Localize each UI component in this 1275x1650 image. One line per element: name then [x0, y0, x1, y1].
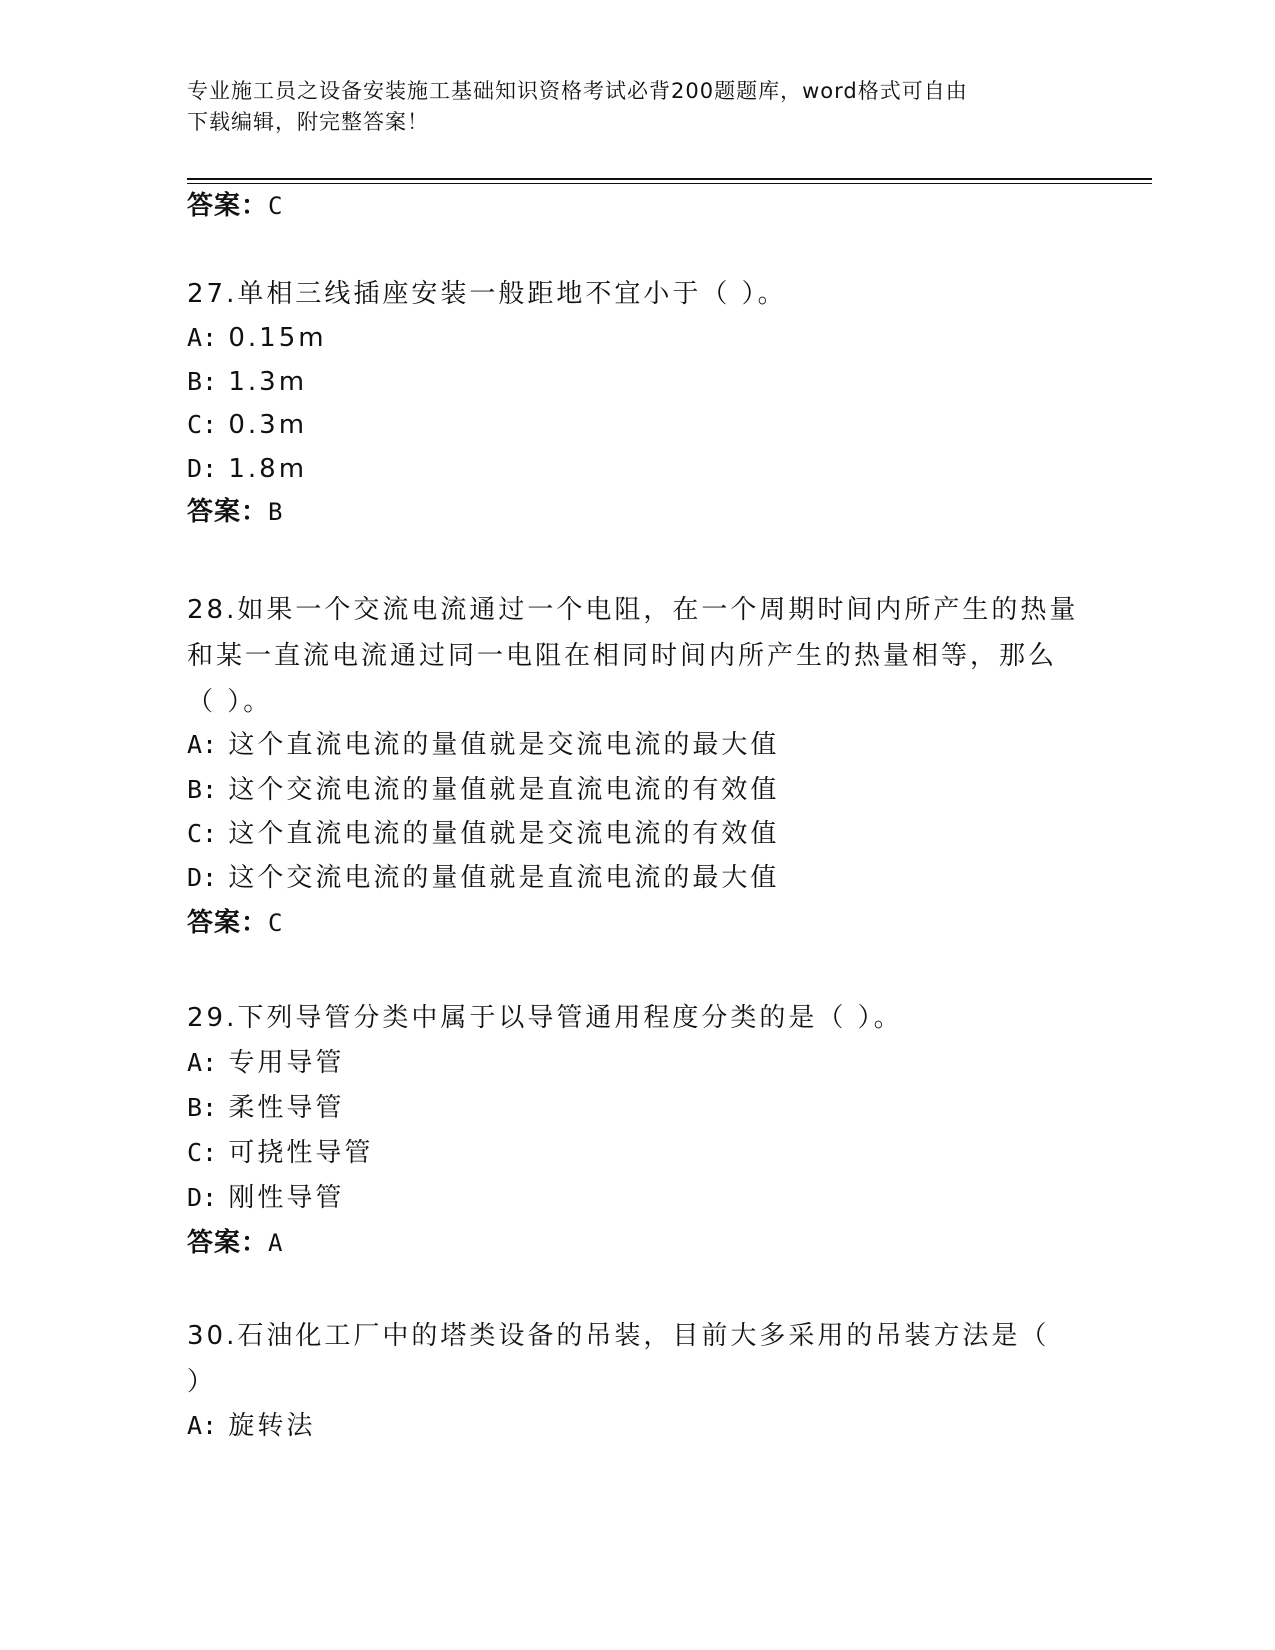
option-text: 旋转法 [228, 1411, 316, 1441]
answer-label: 答案： [187, 497, 269, 527]
option-text: 这个直流电流的量值就是交流电流的最大值 [228, 730, 780, 760]
question-28-option-d [187, 858, 1087, 898]
option-text: 柔性导管 [228, 1093, 345, 1123]
question-27-answer [187, 492, 283, 532]
question-27-stem [187, 271, 1087, 317]
question-30-option-a [187, 1406, 1087, 1446]
answer-label: 答案： [187, 908, 269, 938]
option-letter: B: [187, 367, 218, 396]
question-27-option-d [187, 449, 1087, 489]
option-text: 这个交流电流的量值就是直流电流的最大值 [228, 863, 780, 893]
question-28-option-a [187, 725, 1087, 765]
question-stem-line: 29.下列导管分类中属于以导管通用程度分类的是（ ）。 [187, 1003, 903, 1033]
answer-line [187, 186, 283, 226]
option-text: 1.3m [228, 367, 308, 397]
question-28-option-b [187, 770, 1087, 810]
answer-value: C [268, 909, 284, 937]
question-28-stem [187, 587, 1087, 725]
question-29-option-a [187, 1043, 1087, 1083]
question-27-option-b [187, 362, 1087, 402]
header-divider [187, 178, 1152, 180]
question-stem-line: 27.单相三线插座安装一般距地不宜小于（ ）。 [187, 279, 787, 309]
answer-label: 答案： [187, 1228, 269, 1258]
question-stem-line: 和某一直流电流通过同一电阻在相同时间内所产生的热量相等，那么 [187, 641, 1058, 671]
option-letter: C: [187, 819, 218, 848]
header-line-2: 下载编辑，附完整答案！ [187, 110, 429, 134]
option-letter: D: [187, 1183, 218, 1212]
option-text: 这个交流电流的量值就是直流电流的有效值 [228, 775, 780, 805]
option-text: 1.8m [228, 454, 308, 484]
question-29-stem [187, 995, 1087, 1041]
header-line-1: 专业施工员之设备安装施工基础知识资格考试必背200题题库，word格式可自由 [187, 79, 968, 103]
question-stem-line: 28.如果一个交流电流通过一个电阻，在一个周期时间内所产生的热量 [187, 595, 1079, 625]
option-letter: B: [187, 775, 218, 804]
question-stem-line: 30.石油化工厂中的塔类设备的吊装，目前大多采用的吊装方法是（ [187, 1321, 1050, 1351]
header-divider-thin [187, 183, 1152, 184]
answer-value: B [268, 498, 284, 526]
question-30-stem [187, 1313, 1087, 1405]
option-text: 专用导管 [228, 1048, 345, 1078]
option-text: 0.15m [228, 323, 327, 353]
option-letter: A: [187, 730, 218, 759]
question-28-option-c [187, 814, 1087, 854]
question-29-option-c [187, 1133, 1087, 1173]
question-27-option-a [187, 318, 1087, 358]
page-header [187, 76, 1067, 138]
option-text: 刚性导管 [228, 1183, 345, 1213]
question-29-answer [187, 1223, 283, 1263]
option-text: 这个直流电流的量值就是交流电流的有效值 [228, 819, 780, 849]
option-letter: D: [187, 863, 218, 892]
question-stem-line: ） [187, 1367, 217, 1397]
option-letter: C: [187, 1138, 218, 1167]
question-29-option-b [187, 1088, 1087, 1128]
option-letter: A: [187, 1411, 218, 1440]
answer-label: 答案： [187, 191, 269, 221]
question-stem-line: （ ）。 [187, 687, 273, 717]
option-text: 0.3m [228, 410, 308, 440]
option-letter: B: [187, 1093, 218, 1122]
option-letter: C: [187, 410, 218, 439]
option-letter: D: [187, 454, 218, 483]
question-29-option-d [187, 1178, 1087, 1218]
question-28-answer [187, 903, 283, 943]
question-27-option-c [187, 405, 1087, 445]
option-text: 可挠性导管 [228, 1138, 374, 1168]
option-letter: A: [187, 323, 218, 352]
option-letter: A: [187, 1048, 218, 1077]
answer-value: A [268, 1229, 284, 1257]
answer-value: C [268, 192, 284, 220]
